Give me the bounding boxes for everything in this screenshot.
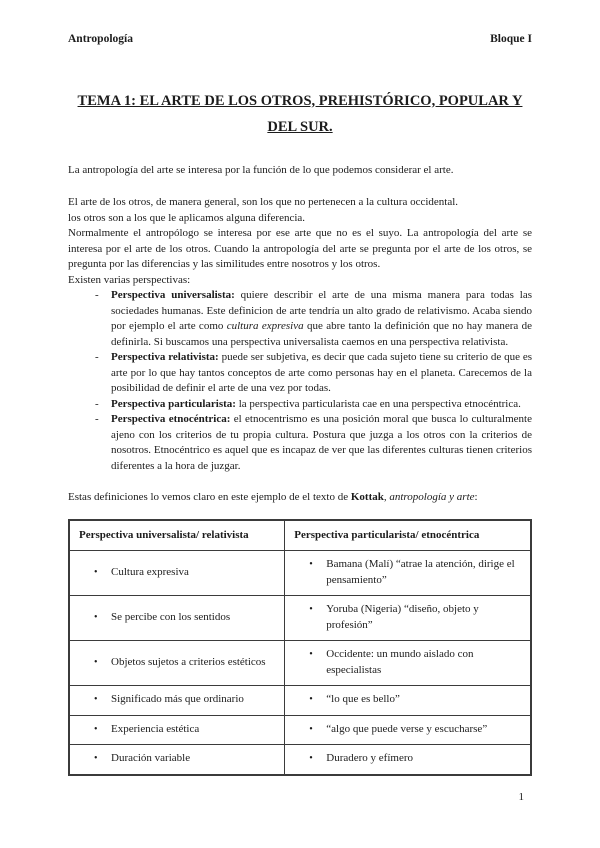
page-header xyxy=(68,32,532,48)
bullet-icon: • xyxy=(94,611,98,623)
bullet-icon: • xyxy=(94,694,98,705)
bullet-icon: • xyxy=(309,723,313,735)
document-title-text: TEMA 1: EL ARTE DE LOS OTROS, PREHISTÓRICO, POPULAR Y DEL SUR. xyxy=(77,92,523,135)
document-title xyxy=(68,88,532,140)
bullet-icon: • xyxy=(309,604,313,615)
list-item xyxy=(68,288,532,350)
comparison-table xyxy=(68,519,532,776)
list-item-text xyxy=(111,288,532,350)
paragraph-normalmente: Normalmente el antropólogo se interesa por ese arte que no es el suyo. La antropología del arte se interesa por el arte de los otros. Cuando la antropología del arte se pregunta por el arte de los otros, se pregunta por las diferencias y las similitudes entre nosotros y los otros. xyxy=(68,227,532,270)
table-row xyxy=(69,551,531,596)
table-cell xyxy=(285,596,531,641)
list-item-body-after: que abre tanto la definición que no hay manera de definirla. Si buscamos una perspectiva universalista caemos en una perspectiva relativista. xyxy=(111,320,532,348)
table-header-particularista: Perspectiva particularista/ etnocéntrica xyxy=(285,520,531,551)
kottak-reference-line xyxy=(68,490,532,506)
cell-text: “lo que es bello” xyxy=(326,693,400,705)
bullet-icon: • xyxy=(94,723,98,735)
cell-text: “algo que puede verse y escucharse” xyxy=(326,722,488,735)
cell-text: Experiencia estética xyxy=(111,722,200,735)
table-cell xyxy=(69,715,285,745)
paragraph-perspectivas-intro: Existen varias perspectivas: xyxy=(68,273,191,286)
table-cell xyxy=(285,551,531,596)
paragraph-otros-line1: El arte de los otros, de manera general, son los que no pertenecen a la cultura occidental. xyxy=(68,196,459,208)
cell-text: Se percibe con los sentidos xyxy=(111,610,231,623)
bullet-icon: • xyxy=(94,753,98,764)
page-number: 1 xyxy=(518,791,524,803)
cell-text: Bamana (Malí) “atrae la atención, dirige el pensamiento” xyxy=(326,558,515,586)
list-item-text xyxy=(111,397,532,413)
list-item-body: el etnocentrismo es una posición moral que busca lo culturalmente ajeno con los criterios de tu propia cultura. Postura que juzga a los otros con la criterios de nosotros. Etnocéntrico es aquel que es incapaz de ver que las diferentes culturas tienen criterios diferentes a la hora de juzgar. xyxy=(111,413,532,472)
table-cell xyxy=(69,686,285,716)
dash-bullet: - xyxy=(95,397,99,410)
table-header-row xyxy=(69,520,531,551)
table-cell xyxy=(285,686,531,716)
kottak-separator: , xyxy=(383,491,390,503)
table-row xyxy=(69,715,531,745)
paragraph-intro: La antropología del arte se interesa por la función de lo que podemos considerar el arte. xyxy=(68,163,454,176)
cell-text: Significado más que ordinario xyxy=(111,693,244,705)
table-cell xyxy=(285,715,531,745)
kottak-author: Kottak xyxy=(350,491,384,503)
list-item xyxy=(68,397,532,413)
header-course-title: Antropología xyxy=(68,33,133,45)
bullet-icon: • xyxy=(309,694,313,705)
list-item-italic: cultura expresiva xyxy=(226,320,304,332)
table-cell xyxy=(285,745,531,775)
perspectives-list xyxy=(68,288,532,474)
list-item-body: quiere describir el arte de una misma manera para todas las sociedades humanas. Este definicion de arte tendría un alto grado de relativismo. Acaba siendo por ejemplo el arte como xyxy=(111,289,532,332)
bullet-icon: • xyxy=(94,566,98,578)
list-item xyxy=(68,412,532,474)
cell-text: Cultura expresiva xyxy=(111,565,189,578)
cell-text: Objetos sujetos a criterios estéticos xyxy=(111,655,266,668)
table-cell xyxy=(69,745,285,775)
table-row xyxy=(69,686,531,716)
kottak-work-title: antropología y arte xyxy=(389,491,475,503)
dash-bullet: - xyxy=(95,413,99,425)
cell-text: Yoruba (Nigeria) “diseño, objeto y profesión” xyxy=(326,603,479,631)
list-item-label: Perspectiva particularista: xyxy=(111,397,236,410)
kottak-text: Estas definiciones lo vemos claro en este ejemplo de el texto de xyxy=(68,491,351,503)
cell-text: Duradero y efímero xyxy=(326,752,413,764)
list-item xyxy=(68,350,532,397)
cell-text: Occidente: un mundo aislado con especialistas xyxy=(326,648,474,676)
list-item-label: Perspectiva relativista: xyxy=(111,351,219,363)
bullet-icon: • xyxy=(309,753,313,764)
cell-text: Duración variable xyxy=(111,752,191,764)
header-block-label: Bloque I xyxy=(490,33,532,45)
list-item-text xyxy=(111,350,532,397)
paragraph-otros-line2: los otros son a los que le aplicamos alguna diferencia. xyxy=(68,211,306,224)
kottak-colon: : xyxy=(474,491,478,503)
table-header-universalista: Perspectiva universalista/ relativista xyxy=(69,520,285,551)
list-item-label: Perspectiva etnocéntrica: xyxy=(111,413,231,425)
dash-bullet: - xyxy=(95,351,99,363)
table-cell xyxy=(69,551,285,596)
table-row xyxy=(69,596,531,641)
table-row xyxy=(69,745,531,775)
table-cell xyxy=(69,596,285,641)
table-cell xyxy=(285,641,531,686)
table-row xyxy=(69,641,531,686)
bullet-icon: • xyxy=(309,559,313,570)
bullet-icon: • xyxy=(94,656,98,668)
list-item-body: la perspectiva particularista cae en una perspectiva etnocéntrica. xyxy=(235,397,521,410)
list-item-text xyxy=(111,412,532,474)
list-item-label: Perspectiva universalista: xyxy=(111,289,235,301)
dash-bullet: - xyxy=(95,289,99,301)
table-cell xyxy=(69,641,285,686)
bullet-icon: • xyxy=(309,649,313,660)
list-item-body: puede ser subjetiva, es decir que cada sujeto tiene su criterio de que es arte por lo que hay tantos conceptos de arte como personas hay en el planeta. Carecemos de la posibilidad de definir el arte de una vez por todas. xyxy=(111,351,533,394)
